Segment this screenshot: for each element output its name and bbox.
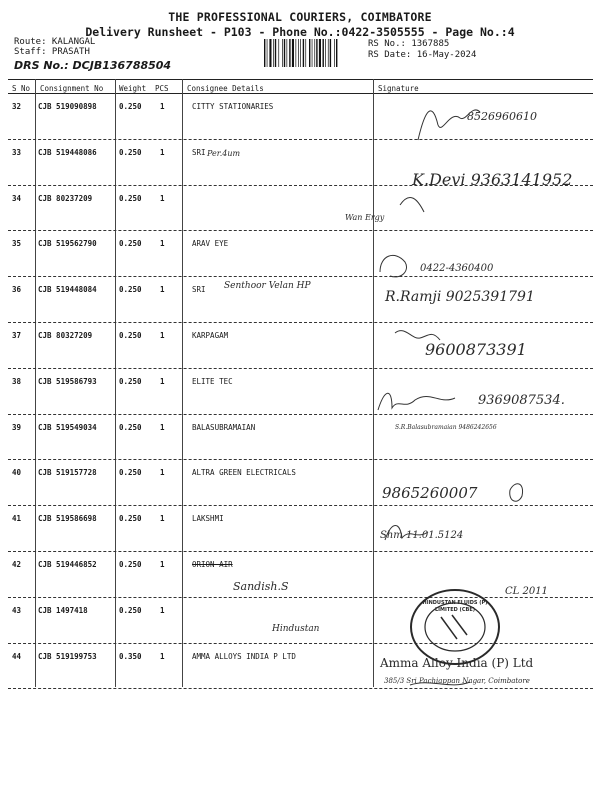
barcode-bar (314, 39, 315, 67)
row-pcs: 1 (160, 422, 165, 432)
row-consignment-no: CJB 519448086 (38, 147, 97, 157)
company-stamp (407, 587, 503, 667)
row-weight: 0.350 (119, 651, 142, 661)
rs-date: RS Date: 16-May-2024 (368, 50, 477, 60)
table-header-rule (8, 93, 593, 94)
row-pcs: 1 (160, 605, 165, 615)
barcode-bar (334, 39, 335, 67)
barcode-bar (312, 39, 313, 67)
row-sno: 34 (12, 193, 22, 203)
barcode-bar (323, 39, 324, 67)
row-consignment-no: CJB 519090898 (38, 102, 97, 111)
row-consignment-no: CJB 519549034 (38, 422, 97, 432)
barcode-bar (275, 39, 276, 67)
staff-label: Staff: PRASATH (14, 47, 90, 57)
row-consignee: SRI (192, 285, 206, 295)
barcode-image (262, 38, 362, 68)
row-divider (8, 139, 593, 140)
route-label: Route: KALANGAL (14, 37, 96, 47)
signature-40: 9865260007 (382, 484, 478, 502)
barcode-bar (296, 39, 297, 67)
col-divider (373, 79, 374, 687)
barcode-bar (278, 39, 279, 67)
row-consignment-no: CJB 519448084 (38, 285, 97, 295)
row-consignment-no: CJB 519157728 (38, 468, 97, 478)
barcode-bar (303, 39, 304, 67)
page-subtitle: Delivery Runsheet - P103 - Phone No.:0422-3505555 - Page No.:4 (85, 25, 515, 39)
row-weight: 0.250 (119, 468, 142, 478)
row-consignee: KARPAGAM (192, 331, 229, 340)
row-sno: 36 (12, 285, 22, 295)
row-divider (8, 322, 593, 323)
row-divider (8, 643, 593, 644)
row-sno: 44 (12, 651, 22, 661)
row-weight: 0.250 (119, 422, 142, 432)
row-sno: 41 (12, 514, 22, 524)
row-consignee: ELITE TEC (192, 376, 233, 386)
row-pcs: 1 (160, 468, 165, 478)
row-consignment-no: CJB 519199753 (38, 651, 97, 661)
row-divider (8, 688, 593, 689)
barcode-bar (325, 39, 326, 67)
row-weight: 0.250 (119, 193, 142, 203)
row-weight: 0.250 (119, 376, 142, 386)
row-weight: 0.250 (119, 102, 142, 111)
row-weight: 0.250 (119, 239, 142, 249)
row-sno: 32 (12, 102, 22, 111)
row-weight: 0.250 (119, 514, 142, 524)
row-divider (8, 276, 593, 277)
row-pcs: 1 (160, 560, 165, 569)
signature-33: K.Devi 9363141952 (412, 170, 573, 189)
hand-consignee-42: Sandish.S (233, 580, 289, 593)
header-weight: Weight (119, 84, 147, 93)
header-pcs: PCS (155, 84, 169, 93)
amma-address: 385/3 Sri Pachiappan Nagar, Coimbatore (384, 677, 530, 685)
row-sno: 40 (12, 468, 22, 478)
row-consignee: ORION AIR (192, 560, 233, 569)
row-divider (8, 551, 593, 552)
row-pcs: 1 (160, 376, 165, 386)
row-sno: 38 (12, 376, 22, 386)
row-weight: 0.250 (119, 605, 142, 615)
signature-44: Amma Alloy India (P) Ltd (380, 656, 534, 670)
row-weight: 0.250 (119, 147, 142, 157)
barcode-bar (300, 39, 301, 67)
row-consignee: ARAV EYE (192, 239, 229, 249)
row-pcs: 1 (160, 331, 165, 340)
row-pcs: 1 (160, 514, 165, 524)
row-pcs: 1 (160, 651, 165, 661)
row-pcs: 1 (160, 193, 165, 203)
row-pcs: 1 (160, 102, 165, 111)
col-divider (115, 79, 116, 687)
barcode-bar (269, 39, 271, 67)
stamp-text: HINDUSTAN FLUIDS (P) LIMITED (CBE) (422, 600, 488, 613)
barcode-bar (267, 39, 268, 67)
hand-consignee-43: Hindustan (272, 624, 320, 634)
hand-consignee-36: Senthoor Velan HP (224, 281, 311, 291)
signature-32: 8526960610 (467, 110, 537, 123)
barcode-bar (328, 39, 329, 67)
barcode-bar (336, 39, 337, 67)
barcode-bar (298, 39, 299, 67)
signature-41: Shm 11.01.5124 (380, 530, 464, 541)
barcode-bar (284, 39, 285, 67)
header-sno: S No (12, 84, 31, 93)
barcode-bar (305, 39, 306, 67)
row-sno: 42 (12, 560, 22, 569)
row-divider (8, 414, 593, 415)
row-divider (8, 459, 593, 460)
row-pcs: 1 (160, 285, 165, 295)
barcode-bar (273, 39, 274, 67)
header-consignment: Consignment No (40, 84, 104, 93)
row-consignment-no: CJB 80237209 (38, 193, 93, 203)
row-sno: 39 (12, 422, 22, 432)
row-consignee: LAKSHMI (192, 514, 224, 524)
row-sno: 33 (12, 147, 22, 157)
col-divider (182, 79, 183, 687)
barcode-bar (292, 39, 294, 67)
signature-38: 9369087534. (478, 393, 565, 408)
row-sno: 35 (12, 239, 22, 249)
row-consignee: BALASUBRAMAIAN (192, 422, 256, 432)
row-weight: 0.250 (119, 331, 142, 340)
row-consignment-no: CJB 519562790 (38, 239, 97, 249)
signature-36: R.Ramji 9025391791 (385, 289, 535, 305)
rs-number: RS No.: 1367885 (368, 39, 450, 49)
row-consignment-no: CJB 80327209 (38, 331, 93, 340)
row-divider (8, 368, 593, 369)
table-top-rule (8, 79, 593, 80)
barcode-bar (264, 39, 265, 67)
col-divider (35, 79, 36, 687)
row-consignee: ALTRA GREEN ELECTRICALS (192, 468, 296, 478)
row-consignment-no: CJB 519586698 (38, 514, 97, 524)
row-weight: 0.250 (119, 285, 142, 295)
hand-consignee-33: Per.4um (207, 149, 241, 158)
signature-37: 9600873391 (425, 340, 527, 359)
row-consignee: CITTY STATIONARIES (192, 102, 274, 111)
barcode-bar (309, 39, 310, 67)
row-consignment-no: CJB 519586793 (38, 376, 97, 386)
barcode-bar (319, 39, 321, 67)
signature-34: Wan Ergy (345, 213, 385, 222)
row-pcs: 1 (160, 147, 165, 157)
barcode-bar (282, 39, 283, 67)
row-consignee: AMMA ALLOYS INDIA P LTD (192, 651, 296, 661)
header-consignee: Consignee Details (187, 84, 264, 93)
row-sno: 37 (12, 331, 22, 340)
barcode-bar (287, 39, 288, 67)
row-consignment-no: CJB 1497418 (38, 605, 88, 615)
signature-42: CL 2011 (505, 586, 548, 597)
row-consignee: SRI (192, 147, 206, 157)
header-signature: Signature (378, 84, 419, 93)
signature-39: S.R.Balasubramaian 9486242656 (395, 424, 497, 431)
page-title: THE PROFESSIONAL COURIERS, COIMBATORE (168, 10, 432, 24)
drs-number: DRS No.: DCJB136788504 (14, 59, 172, 72)
signature-35: 0422-4360400 (420, 263, 494, 274)
row-pcs: 1 (160, 239, 165, 249)
row-weight: 0.250 (119, 560, 142, 569)
barcode-bar (316, 39, 317, 67)
barcode-bar (289, 39, 290, 67)
row-divider (8, 505, 593, 506)
row-divider (8, 230, 593, 231)
row-consignment-no: CJB 519446852 (38, 560, 97, 569)
barcode-bar (330, 39, 331, 67)
row-sno: 43 (12, 605, 22, 615)
